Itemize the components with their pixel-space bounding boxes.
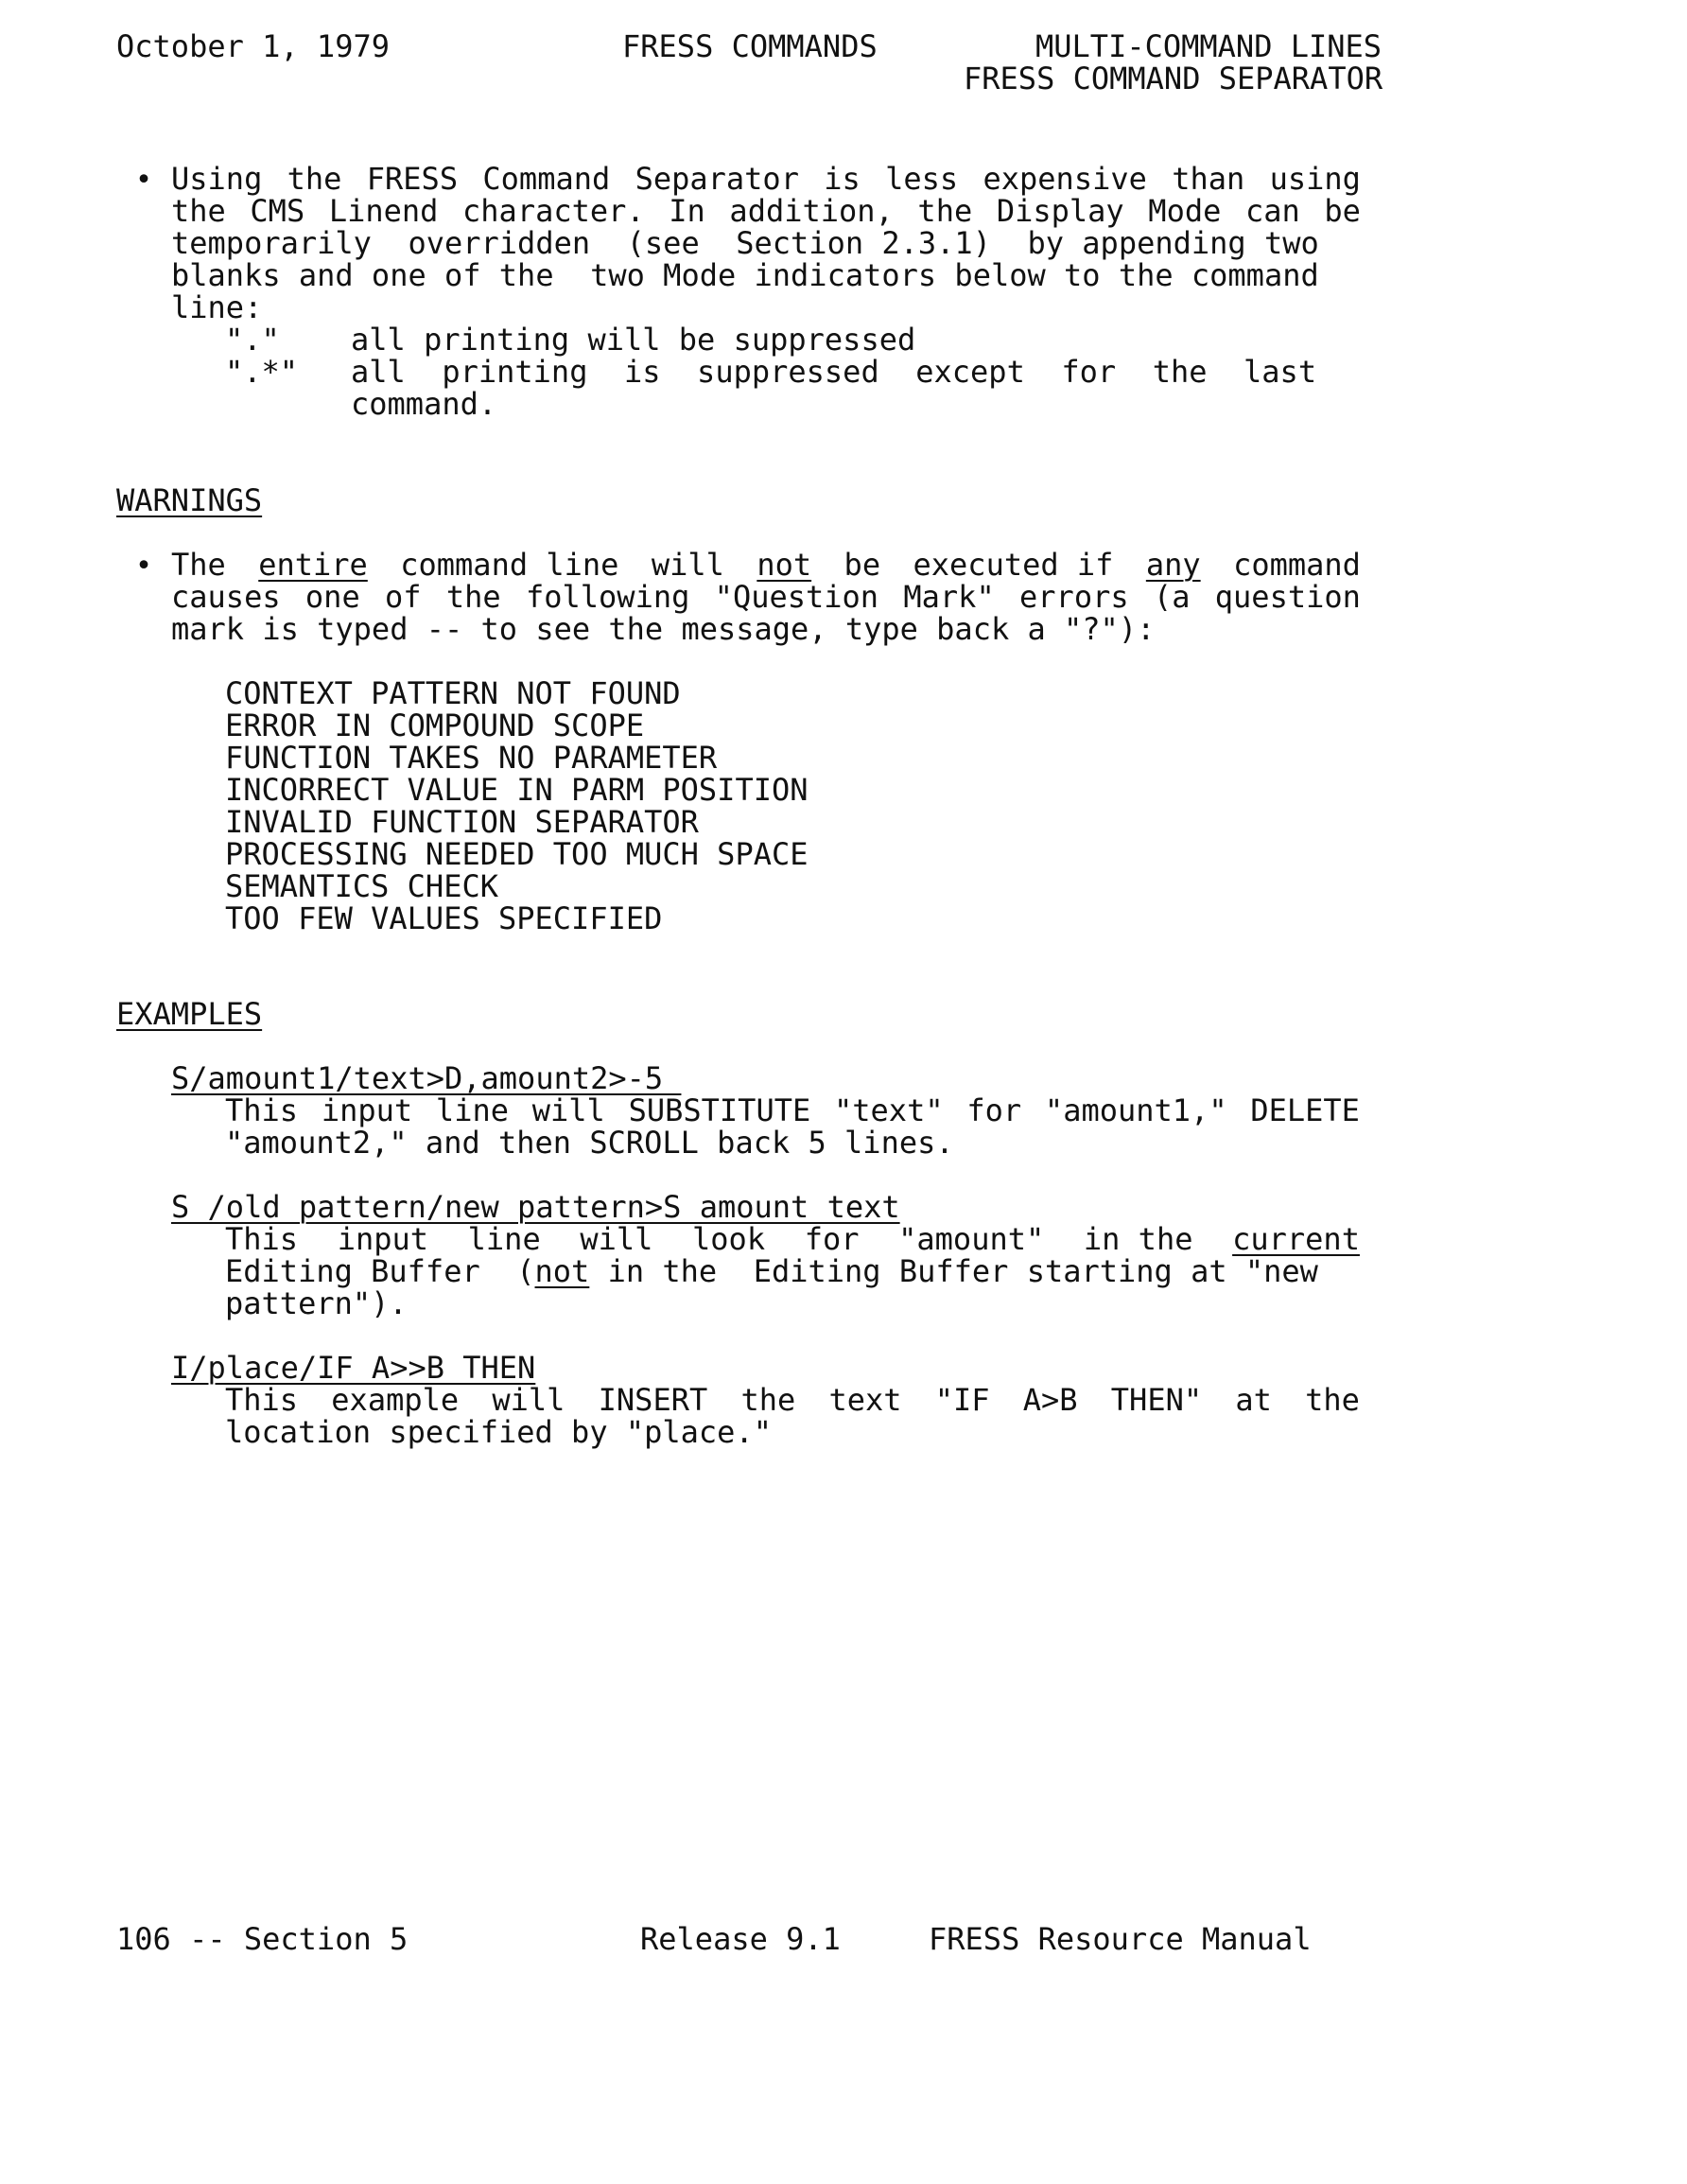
emphasis-not: not [757, 547, 812, 583]
emphasis-not: not [534, 1253, 590, 1289]
word: In [669, 193, 705, 229]
word: Display [996, 193, 1124, 229]
word: the [740, 1382, 796, 1418]
word: can [1244, 193, 1300, 229]
word: This [225, 1092, 299, 1128]
error-message: ERROR IN COMPOUND SCOPE [225, 708, 645, 743]
warnings-heading: WARNINGS [116, 482, 263, 518]
word: executed if [913, 547, 1114, 583]
mode-description: all printing is suppressed except for the last [351, 354, 1317, 390]
mode-description: all printing will be suppressed [351, 322, 916, 358]
word: the [917, 193, 973, 229]
emphasis-current: current [1232, 1221, 1360, 1257]
intro-line-3: temporarily overridden (see Section 2.3.1) by appending two [171, 225, 1319, 261]
warning-line-1 [171, 549, 1361, 581]
word: A>B [1022, 1382, 1078, 1418]
header-date: October 1, 1979 [116, 28, 390, 64]
word: the [287, 161, 342, 197]
word: (a [1153, 579, 1191, 615]
word: example [331, 1382, 460, 1418]
word: Mode [1148, 193, 1222, 229]
mode-indicator: ".*" [225, 354, 299, 390]
bullet-icon: • [135, 164, 153, 197]
word: SUBSTITUTE [628, 1092, 811, 1128]
word: Using [171, 161, 263, 197]
word: "amount1," [1044, 1092, 1227, 1128]
word: "amount" [898, 1221, 1045, 1257]
footer-page-number: 106 -- Section 5 [116, 1921, 409, 1957]
word: THEN" [1110, 1382, 1203, 1418]
example-description-line [225, 1255, 1318, 1287]
word: "text" [834, 1092, 944, 1128]
warning-line-2 [171, 581, 1361, 613]
example-description-line: "amount2," and then SCROLL back 5 lines. [225, 1125, 954, 1161]
word: expensive [983, 161, 1147, 197]
intro-line-2 [171, 195, 1361, 227]
word: be [844, 547, 881, 583]
emphasis-any: any [1145, 547, 1201, 583]
word: errors [1019, 579, 1129, 615]
examples-heading: EXAMPLES [116, 996, 263, 1032]
example-command: S/amount1/text>D,amount2>-5 [171, 1060, 682, 1096]
error-message: TOO FEW VALUES SPECIFIED [225, 900, 663, 936]
word: "Question [714, 579, 879, 615]
word: the [171, 193, 226, 229]
word: Mark" [903, 579, 995, 615]
word: following [525, 579, 690, 615]
error-message: INCORRECT VALUE IN PARM POSITION [225, 772, 809, 808]
example-command: S /old pattern/new pattern>S amount text [171, 1189, 900, 1225]
word: for [966, 1092, 1022, 1128]
example-command: I/place/IF A>>B THEN [171, 1350, 536, 1386]
word: of [385, 579, 422, 615]
word: This [225, 1382, 299, 1418]
word: CMS [250, 193, 305, 229]
word: for [804, 1221, 860, 1257]
footer-manual-title: FRESS Resource Manual [929, 1921, 1312, 1957]
example-description-line [225, 1384, 1360, 1416]
word: the [1305, 1382, 1360, 1418]
intro-line-4: blanks and one of the two Mode indicators below to the command [171, 257, 1319, 293]
word: in the [1083, 1221, 1193, 1257]
text-segment: Editing Buffer ( [225, 1253, 535, 1289]
word: command [1233, 547, 1361, 583]
word: will [531, 1092, 605, 1128]
error-message: CONTEXT PATTERN NOT FOUND [225, 675, 681, 711]
mode-indicator: "." [225, 322, 280, 358]
word: be [1324, 193, 1361, 229]
example-description-line: location specified by "place." [225, 1414, 772, 1450]
intro-line-1 [171, 163, 1361, 195]
emphasis-entire: entire [258, 547, 368, 583]
word: FRESS [366, 161, 459, 197]
word: question [1214, 579, 1361, 615]
word: the [445, 579, 501, 615]
word: DELETE [1250, 1092, 1360, 1128]
word: input [321, 1092, 413, 1128]
word: will [651, 547, 724, 583]
word: look [692, 1221, 766, 1257]
example-description-line: pattern"). [225, 1285, 408, 1321]
error-message: INVALID FUNCTION SEPARATOR [225, 804, 699, 840]
word: than [1172, 161, 1245, 197]
word: text [828, 1382, 902, 1418]
word: is [824, 161, 861, 197]
word: will [492, 1382, 565, 1418]
word: "IF [934, 1382, 990, 1418]
header-section-title: MULTI-COMMAND LINES [1035, 28, 1383, 64]
error-message: PROCESSING NEEDED TOO MUCH SPACE [225, 836, 809, 872]
word: Separator [635, 161, 799, 197]
bullet-icon: • [135, 550, 153, 583]
word: input [337, 1221, 429, 1257]
word: command line [400, 547, 619, 583]
word: less [885, 161, 959, 197]
example-description-line [225, 1094, 1360, 1127]
example-description-line [225, 1223, 1360, 1255]
intro-line-5: line: [171, 289, 263, 325]
word: character. [462, 193, 645, 229]
error-message: FUNCTION TAKES NO PARAMETER [225, 740, 718, 776]
word: Command [482, 161, 611, 197]
error-message: SEMANTICS CHECK [225, 868, 498, 904]
word: This [225, 1221, 299, 1257]
word: line [467, 1221, 541, 1257]
text-segment: in the Editing Buffer starting at "new [589, 1253, 1318, 1289]
word: addition, [729, 193, 894, 229]
header-title: FRESS COMMANDS [622, 28, 878, 64]
word: line [435, 1092, 509, 1128]
word: Linend [328, 193, 439, 229]
mode-description-continued: command. [351, 386, 497, 422]
word: at [1235, 1382, 1272, 1418]
word: The [171, 547, 226, 583]
word: causes [171, 579, 281, 615]
word: one [304, 579, 360, 615]
word: INSERT [598, 1382, 708, 1418]
footer-release: Release 9.1 [640, 1921, 841, 1957]
word: will [580, 1221, 653, 1257]
warning-line-3: mark is typed -- to see the message, type back a "?"): [171, 611, 1156, 647]
header-subsection-title: FRESS COMMAND SEPARATOR [964, 61, 1383, 96]
word: using [1269, 161, 1361, 197]
